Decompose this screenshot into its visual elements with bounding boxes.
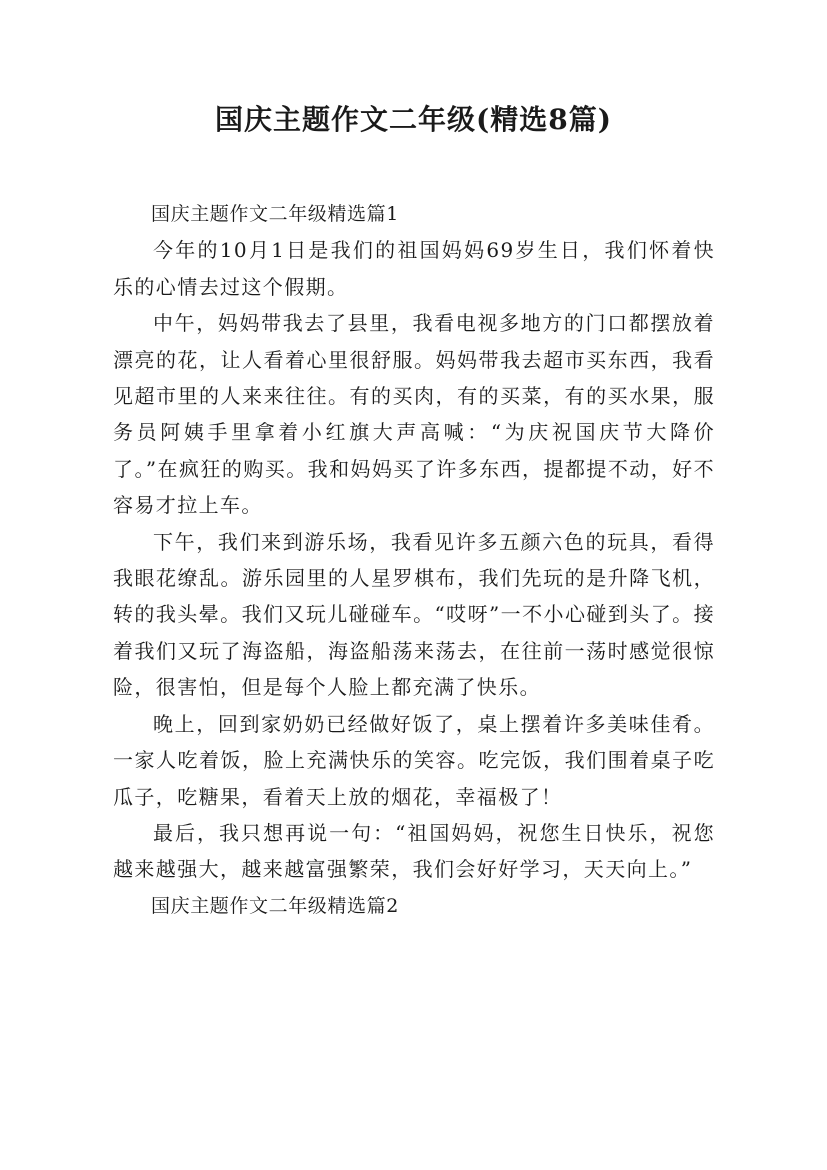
paragraph: 晚上，回到家奶奶已经做好饭了，桌上摆着许多美味佳肴。一家人吃着饭，脸上充满快乐的笑容。吃完饭，我们围着桌子吃瓜子，吃糖果，看着天上放的烟花，幸福极了！ xyxy=(113,711,715,809)
paragraph: 最后，我只想再说一句：“祖国妈妈，祝您生日快乐，祝您越来越强大，越来越富强繁荣，我们会好好学习，天天向上。” xyxy=(113,820,715,882)
section-heading-1: 国庆主题作文二年级精选篇1 xyxy=(151,203,399,225)
paragraph: 下午，我们来到游乐场，我看见许多五颜六色的玩具，看得我眼花缭乱。游乐园里的人星罗棋布，我们先玩的是升降飞机，转的我头晕。我们又玩儿碰碰车。“哎呀”一不小心碰到头了。接着我们又玩了海盗船，海盗船荡来荡去，在往前一荡时感觉很惊险，很害怕，但是每个人脸上都充满了快乐。 xyxy=(113,529,715,700)
paragraph: 中午，妈妈带我去了县里，我看电视多地方的门口都摆放着漂亮的花，让人看着心里很舒服。妈妈带我去超市买东西，我看见超市里的人来来往往。有的买肉，有的买菜，有的买水果，服务员阿姨手里拿着小红旗大声高喊：“为庆祝国庆节大降价了。”在疯狂的购买。我和妈妈买了许多东西，提都提不动，好不容易才拉上车。 xyxy=(113,311,715,518)
section-heading-2: 国庆主题作文二年级精选篇2 xyxy=(151,894,399,917)
paragraph: 今年的10月1日是我们的祖国妈妈69岁生日，我们怀着快乐的心情去过这个假期。 xyxy=(113,238,715,299)
document-body xyxy=(113,196,715,924)
document-title: 国庆主题作文二年级(精选8篇) xyxy=(215,103,612,136)
